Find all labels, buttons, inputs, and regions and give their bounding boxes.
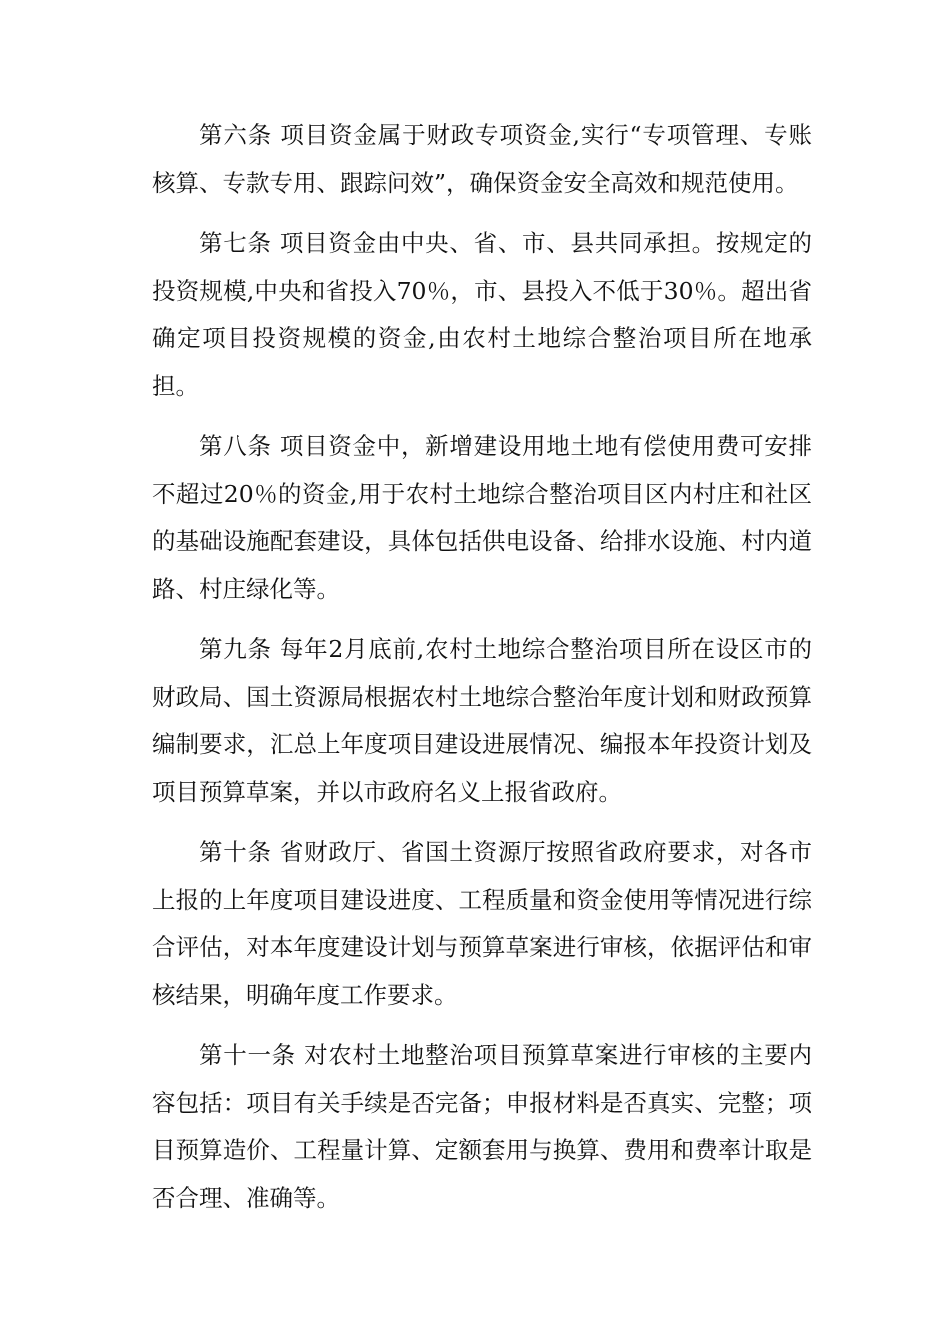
article-10-paragraph: 第十条 省财政厅、省国土资源厅按照省政府要求，对各市上报的上年度项目建设进度、工程质量和资金使用等情况进行综合评估，对本年度建设计划与预算草案进行审核，依据评估和审核结果，明确年度工作要求。	[152, 838, 812, 1009]
article-6-paragraph: 第六条 项目资金属于财政专项资金,实行“专项管理、专账核算、专款专用、跟踪问效”，确保资金安全高效和规范使用。	[152, 121, 812, 197]
article-8-paragraph: 第八条 项目资金中，新增建设用地土地有偿使用费可安排不超过20％的资金,用于农村土地综合整治项目区内村庄和社区的基础设施配套建设，具体包括供电设备、给排水设施、村内道路、村庄绿化等。	[152, 432, 812, 603]
document-body	[152, 112, 812, 1235]
article-9-paragraph: 第九条 每年2月底前,农村土地综合整治项目所在设区市的财政局、国土资源局根据农村土地综合整治年度计划和财政预算编制要求，汇总上年度项目建设进展情况、编报本年投资计划及项目预算草案，并以市政府名义上报省政府。	[152, 635, 812, 806]
article-7-paragraph: 第七条 项目资金由中央、省、市、县共同承担。按规定的投资规模,中央和省投入70％，市、县投入不低于30％。超出省确定项目投资规模的资金,由农村土地综合整治项目所在地承担。	[152, 229, 812, 400]
article-11-paragraph: 第十一条 对农村土地整治项目预算草案进行审核的主要内容包括：项目有关手续是否完备；申报材料是否真实、完整；项目预算造价、工程量计算、定额套用与换算、费用和费率计取是否合理、准确等。	[152, 1041, 812, 1212]
